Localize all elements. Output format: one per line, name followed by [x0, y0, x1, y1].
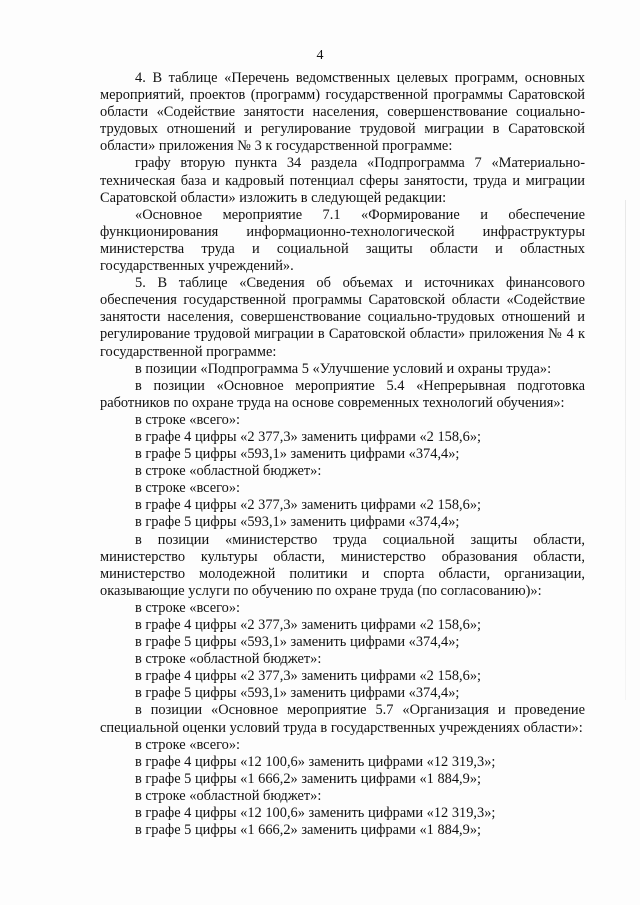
paragraph-item-4: 4. В таблице «Перечень ведомственных целевых программ, основных мероприятий, проектов (программ) государственной программы Саратовской области «Содействие занятости населения, совершенствование социально-трудовых отношений и регулирование трудовой миграции в Саратовской области» приложения № 3 к государственной программе:	[100, 70, 585, 155]
paragraph-position-5-7: в позиции «Основное мероприятие 5.7 «Организация и проведение специальной оценки условий труда в государственных учреждениях области»:	[100, 702, 585, 736]
paragraph-row-total: в строке «всего»:	[135, 599, 241, 616]
paragraph-row-total: в строке «всего»:	[135, 736, 241, 753]
paragraph-col5-change: в графе 5 цифры «1 666,2» заменить цифрами «1 884,9»;	[135, 770, 482, 787]
paragraph-col4-change: в графе 4 цифры «2 377,3» заменить цифрами «2 158,6»;	[135, 617, 482, 633]
paragraph-row-total: в строке «всего»:	[135, 480, 241, 497]
scan-edge-shadow	[625, 200, 626, 700]
paragraph-item-5: 5. В таблице «Сведения об объемах и источниках финансового обеспечения государственной программы Саратовской области «Содействие занятости населения, совершенствование социально-трудовых отношений и регулирование трудовой миграции в Саратовской области» приложения № 4 к государственной программе:	[100, 275, 585, 360]
paragraph-col5-change: в графе 5 цифры «593,1» заменить цифрами «374,4»;	[135, 685, 460, 702]
paragraph-col5-change: в графе 5 цифры «593,1» заменить цифрами «374,4»;	[135, 634, 460, 651]
paragraph-position-ministries: в позиции «министерство труда социальной защиты области, министерство культуры области, министерство образования области, министерство молодежной политики и спорта области, организации, оказывающие услуги по обучению по охране труда (по согласованию)»:	[100, 531, 585, 599]
paragraph-col4-change: в графе 4 цифры «2 377,3» заменить цифрами «2 158,6»;	[135, 668, 482, 685]
paragraph-col5-change: в графе 5 цифры «593,1» заменить цифрами «374,4»;	[135, 514, 460, 531]
paragraph-col4-change: в графе 4 цифры «12 100,6» заменить цифрами «12 319,3»;	[135, 805, 496, 822]
paragraph-graph-2: графу вторую пункта 34 раздела «Подпрограмма 7 «Материально-техническая база и кадровый потенциал сферы занятости, труда и миграции Саратовской области» изложить в следующей редакции:	[100, 155, 585, 206]
paragraph-col5-change: в графе 5 цифры «593,1» заменить цифрами «374,4»;	[135, 446, 460, 463]
paragraph-row-total: в строке «всего»:	[135, 411, 241, 428]
paragraph-col4-change: в графе 4 цифры «2 377,3» заменить цифрами «2 158,6»;	[135, 497, 482, 514]
document-body	[100, 70, 585, 839]
paragraph-row-regional-budget: в строке «областной бюджет»:	[135, 651, 322, 668]
paragraph-row-regional-budget: в строке «областной бюджет»:	[135, 787, 322, 804]
paragraph-position-subprogram-5: в позиции «Подпрограмма 5 «Улучшение условий и охраны труда»:	[135, 360, 552, 377]
paragraph-position-5-4: в позиции «Основное мероприятие 5.4 «Непрерывная подготовка работников по охране труда на основе современных технологий обучения»:	[100, 377, 585, 411]
page-number: 4	[316, 48, 324, 63]
paragraph-quote-7-1: «Основное мероприятие 7.1 «Формирование и обеспечение функционирования информационно-технологической инфраструктуры министерства труда и социальной защиты области и областных государственных учреждений».	[100, 206, 585, 275]
paragraph-col4-change: в графе 4 цифры «2 377,3» заменить цифрами «2 158,6»;	[135, 428, 482, 445]
paragraph-col5-change: в графе 5 цифры «1 666,2» заменить цифрами «1 884,9»;	[135, 822, 482, 839]
paragraph-col4-change: в графе 4 цифры «12 100,6» заменить цифрами «12 319,3»;	[135, 753, 496, 770]
paragraph-row-regional-budget: в строке «областной бюджет»:	[135, 463, 322, 480]
